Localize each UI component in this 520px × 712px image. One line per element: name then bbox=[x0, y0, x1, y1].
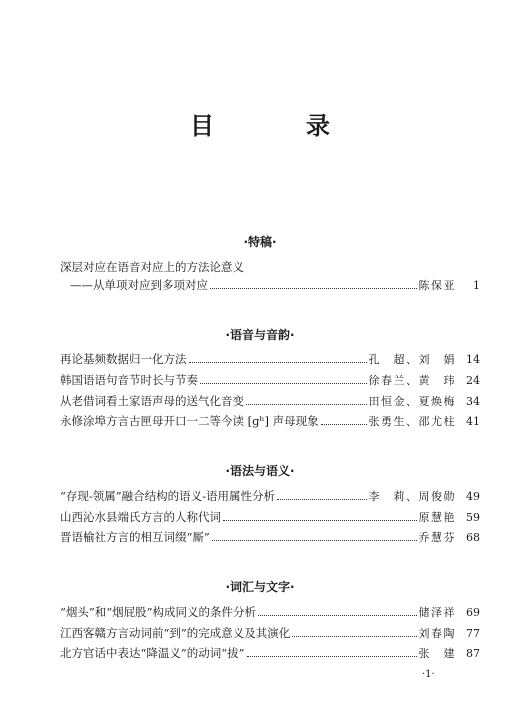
toc-entry-page: 41 bbox=[466, 415, 480, 428]
leader-dots bbox=[210, 288, 417, 289]
leader-dots bbox=[189, 362, 367, 363]
toc-entry[interactable] bbox=[60, 393, 480, 411]
toc-entry-page: 68 bbox=[466, 531, 480, 544]
toc-entry-authors: 张勇生、邵尤柱 bbox=[368, 415, 456, 428]
leader-dots bbox=[277, 499, 366, 500]
section-header-special: ·特稿· bbox=[243, 235, 277, 249]
page-title: 目 录 bbox=[190, 112, 364, 140]
toc-entry-title: 韩国语语句音节时长与节奏 bbox=[60, 373, 198, 387]
leader-dots bbox=[246, 404, 367, 405]
toc-entry-page: 77 bbox=[466, 627, 480, 640]
toc-entry-page: 87 bbox=[466, 647, 480, 660]
toc-entry-title: “存现-领属”融合结构的语义-语用属性分析 bbox=[60, 489, 276, 503]
section-header-lexicon: ·词汇与文字· bbox=[225, 580, 295, 594]
toc-entry-title[interactable]: 深层对应在语音对应上的方法论意义 bbox=[60, 260, 244, 274]
toc-entry-authors: 徐春兰、黄 玮 bbox=[368, 374, 456, 387]
toc-entry-page: 49 bbox=[466, 490, 480, 503]
leader-dots bbox=[247, 656, 417, 657]
toc-entry[interactable] bbox=[70, 277, 480, 295]
toc-entry-title: 山西沁水县端氏方言的人称代词 bbox=[60, 510, 221, 524]
toc-entry[interactable] bbox=[60, 488, 480, 506]
toc-entry[interactable] bbox=[60, 509, 480, 527]
toc-entry[interactable] bbox=[60, 529, 480, 547]
toc-entry[interactable] bbox=[60, 604, 480, 622]
toc-entry-title: 晋语榆社方言的相互词缀“厮” bbox=[60, 530, 210, 544]
toc-entry-page: 24 bbox=[466, 374, 480, 387]
leader-dots bbox=[292, 636, 416, 637]
toc-entry-authors: 田恒金、夏焕梅 bbox=[368, 395, 456, 408]
toc-entry-title: 再论基频数据归一化方法 bbox=[60, 352, 187, 366]
leader-dots bbox=[212, 540, 417, 541]
toc-entry-title: 北方官话中表达“降温义”的动词“拔” bbox=[60, 646, 245, 660]
toc-entry-title: 江西客赣方言动词前“到”的完成意义及其演化 bbox=[60, 626, 291, 640]
toc-entry-page: 34 bbox=[466, 395, 480, 408]
toc-entry-title: “烟头”和“烟屁股”构成同义的条件分析 bbox=[60, 605, 257, 619]
toc-entry-authors: 刘春陶 bbox=[418, 627, 456, 640]
toc-entry[interactable] bbox=[60, 351, 480, 369]
toc-entry-authors: 孔 超、刘 娟 bbox=[368, 353, 456, 366]
toc-entry-title: 从老借词看土家语声母的送气化音变 bbox=[60, 394, 244, 408]
toc-entry-authors: 陈保亚 bbox=[418, 279, 456, 292]
leader-dots bbox=[258, 615, 416, 616]
leader-dots bbox=[223, 520, 417, 521]
toc-entry[interactable] bbox=[60, 413, 480, 431]
toc-entry-page: 1 bbox=[473, 279, 480, 292]
toc-entry-page: 14 bbox=[466, 353, 480, 366]
toc-entry-title: 永修涂埠方言古匣母开口一二等今读 [ɡʰ] 声母现象 bbox=[60, 414, 319, 428]
toc-entry-page: 59 bbox=[466, 511, 480, 524]
toc-entry-authors: 乔慧芬 bbox=[418, 531, 456, 544]
toc-entry-authors: 李 莉、周俊勋 bbox=[368, 490, 456, 503]
toc-entry-authors: 储泽祥 bbox=[418, 606, 456, 619]
leader-dots bbox=[200, 383, 367, 384]
section-header-phonetics: ·语音与音韵· bbox=[225, 328, 295, 342]
toc-entry-authors: 原慧艳 bbox=[418, 511, 456, 524]
section-header-grammar: ·语法与语义· bbox=[225, 464, 295, 478]
leader-dots bbox=[321, 424, 367, 425]
page-number: ·1· bbox=[422, 669, 435, 680]
toc-entry-authors: 张 建 bbox=[418, 647, 456, 660]
toc-entry-title: ——从单项对应到多项对应 bbox=[70, 278, 208, 292]
toc-entry[interactable] bbox=[60, 372, 480, 390]
toc-entry[interactable] bbox=[60, 625, 480, 643]
toc-entry[interactable] bbox=[60, 645, 480, 663]
toc-entry-page: 69 bbox=[466, 606, 480, 619]
